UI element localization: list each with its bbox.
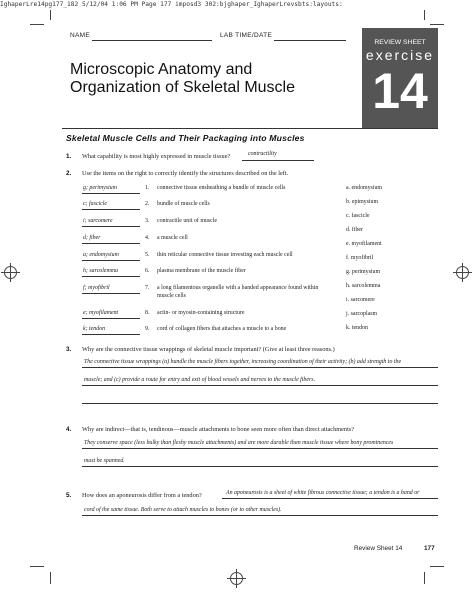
question-3-answer-line1: The connective tissue wrappings (a) bundle the muscle fibers together, increasing coordination of their activity; (b) add strength to the bbox=[84, 359, 402, 365]
key-item: c. fascicle bbox=[346, 213, 370, 219]
matching-description: cord of collagen fibers that attaches a muscle to a bone bbox=[157, 326, 287, 332]
question-1-number: 1. bbox=[66, 153, 72, 160]
key-item: a. endomysium bbox=[346, 185, 382, 191]
question-4-text: Why are indirect—that is, tendinous—muscle attachments to bone seen more often than direct attachments? bbox=[82, 426, 355, 433]
key-item: d. fiber bbox=[346, 227, 364, 233]
crop-mark bbox=[424, 10, 425, 20]
matching-number: 1. bbox=[145, 185, 150, 191]
question-1-text: What capability is most highly expressed in muscle tissue? bbox=[82, 153, 231, 160]
crop-mark bbox=[50, 572, 51, 584]
question-5-number: 5. bbox=[66, 492, 72, 499]
matching-number: 6. bbox=[145, 268, 150, 274]
answer-line[interactable] bbox=[82, 466, 438, 467]
crop-mark bbox=[50, 10, 51, 20]
matching-number: 8. bbox=[145, 310, 150, 316]
name-label: NAME bbox=[70, 32, 90, 39]
lab-time-date-field[interactable] bbox=[274, 40, 346, 41]
question-2-number: 2. bbox=[66, 170, 72, 177]
exercise-word: exercise bbox=[365, 47, 435, 63]
question-5-text: How does an aponeurosis differ from a tendon? bbox=[82, 492, 202, 499]
matching-answer: h; sarcolemma bbox=[83, 268, 118, 274]
matching-answer: e; myofilament bbox=[83, 310, 119, 316]
question-1-answer-line[interactable] bbox=[242, 160, 314, 161]
crop-mark bbox=[30, 24, 44, 25]
crop-mark bbox=[30, 566, 44, 567]
matching-answer: c; fascicle bbox=[83, 201, 108, 207]
page-title-line2: Organization of Skeletal Muscle bbox=[70, 79, 295, 96]
matching-answer-blank[interactable] bbox=[82, 218, 140, 227]
exercise-badge bbox=[362, 28, 438, 128]
page-number: 177 bbox=[424, 545, 435, 552]
matching-answer-blank[interactable] bbox=[82, 252, 140, 261]
matching-answer-blank[interactable] bbox=[82, 326, 140, 335]
key-item: e. myofilament bbox=[346, 241, 382, 247]
matching-description: actin- or myosin-containing structure bbox=[157, 310, 245, 316]
question-3-text: Why are the connective tissue wrappings of skeletal muscle important? (Give at least three reasons.) bbox=[82, 346, 335, 353]
answer-line[interactable] bbox=[82, 385, 438, 386]
matching-answer: g; perimysium bbox=[83, 185, 117, 191]
matching-number: 5. bbox=[145, 252, 150, 258]
matching-answer-blank[interactable] bbox=[82, 268, 140, 277]
name-field[interactable] bbox=[92, 40, 212, 41]
review-sheet-label: REVIEW SHEET bbox=[374, 39, 426, 46]
key-item: b. epimysium bbox=[346, 199, 379, 205]
matching-description: bundle of muscle cells bbox=[157, 201, 210, 207]
matching-answer: d; fiber bbox=[83, 235, 101, 241]
question-3-answer-line2: muscle; and (c) provide a route for entry and exit of blood vessels and nerves to the muscle fibers. bbox=[84, 377, 316, 383]
matching-answer-blank[interactable] bbox=[82, 310, 140, 319]
key-item: f. myofibril bbox=[346, 255, 374, 261]
key-item: h. sarcolemma bbox=[346, 283, 381, 289]
matching-description-cont: muscle cells bbox=[157, 293, 186, 299]
answer-line[interactable] bbox=[82, 515, 438, 516]
matching-answer: a; endomysium bbox=[83, 252, 119, 258]
matching-answer-blank[interactable] bbox=[82, 185, 140, 194]
section-title: Skeletal Muscle Cells and Their Packaging into Muscles bbox=[66, 133, 305, 143]
footer-review-sheet: Review Sheet 14 bbox=[354, 545, 403, 552]
answer-line[interactable] bbox=[82, 367, 438, 368]
file-header-line: IghaperLre14pg177_182 5/12/04 1:06 PM Page 177 imposd3 302:bjghaper_IghaperLrevsbts:layouts: bbox=[0, 1, 343, 8]
matching-number: 2. bbox=[145, 201, 150, 207]
matching-number: 7. bbox=[145, 285, 150, 291]
key-item: g. perimysium bbox=[346, 269, 381, 275]
question-3-number: 3. bbox=[66, 346, 72, 353]
registration-mark bbox=[4, 266, 17, 279]
question-4-number: 4. bbox=[66, 426, 72, 433]
question-5-answer-line2: cord of the same tissue. Both serve to attach muscles to bones (or to other muscles). bbox=[84, 507, 282, 513]
matching-description: connective tissue ensheathing a bundle of muscle cells bbox=[157, 185, 286, 191]
question-4-answer-line2: must be spanned. bbox=[84, 458, 125, 464]
question-4-answer-line1: They conserve space (less bulky than fleshy muscle attachments) and are more durable than muscle tissue where bony prominences bbox=[84, 440, 394, 446]
crop-mark bbox=[430, 24, 444, 25]
crop-mark bbox=[424, 572, 425, 584]
key-item: k. tendon bbox=[346, 325, 368, 331]
matching-answer-blank[interactable] bbox=[82, 235, 140, 244]
matching-description: a muscle cell bbox=[157, 235, 188, 241]
registration-mark bbox=[230, 572, 243, 585]
registration-mark bbox=[456, 266, 469, 279]
answer-line[interactable] bbox=[82, 403, 438, 404]
matching-description: plasma membrane of the muscle fiber bbox=[157, 268, 246, 274]
key-item: j. sarcoplasm bbox=[346, 311, 378, 317]
page-title-line1: Microscopic Anatomy and bbox=[70, 61, 253, 78]
matching-description: a long filamentous organelle with a banded appearance found within bbox=[157, 285, 319, 291]
question-5-answer-line1: An aponeurosis is a sheet of white fibrous connective tissue; a tendon is a band or bbox=[226, 490, 420, 496]
question-1-answer: contractility bbox=[248, 151, 277, 157]
matching-answer-blank[interactable] bbox=[82, 201, 140, 210]
question-2-text: Use the items on the right to correctly identify the structures described on the left. bbox=[82, 170, 289, 177]
answer-line[interactable] bbox=[82, 448, 438, 449]
key-item: i. sarcomere bbox=[346, 297, 375, 303]
matching-number: 3. bbox=[145, 218, 150, 224]
crop-mark bbox=[430, 566, 444, 567]
section-rule bbox=[62, 128, 438, 129]
matching-answer-blank[interactable] bbox=[82, 285, 140, 294]
lab-time-date-label: LAB TIME/DATE bbox=[220, 32, 273, 39]
matching-answer: i; sarcomere bbox=[83, 218, 113, 224]
matching-number: 4. bbox=[145, 235, 150, 241]
matching-description: contractile unit of muscle bbox=[157, 218, 218, 224]
matching-number: 9. bbox=[145, 326, 150, 332]
exercise-number: 14 bbox=[372, 63, 428, 119]
matching-description: thin reticular connective tissue investing each muscle cell bbox=[157, 252, 293, 258]
matching-answer: k; tendon bbox=[83, 326, 106, 332]
answer-line[interactable] bbox=[222, 498, 438, 499]
matching-answer: f; myofibril bbox=[83, 285, 110, 291]
